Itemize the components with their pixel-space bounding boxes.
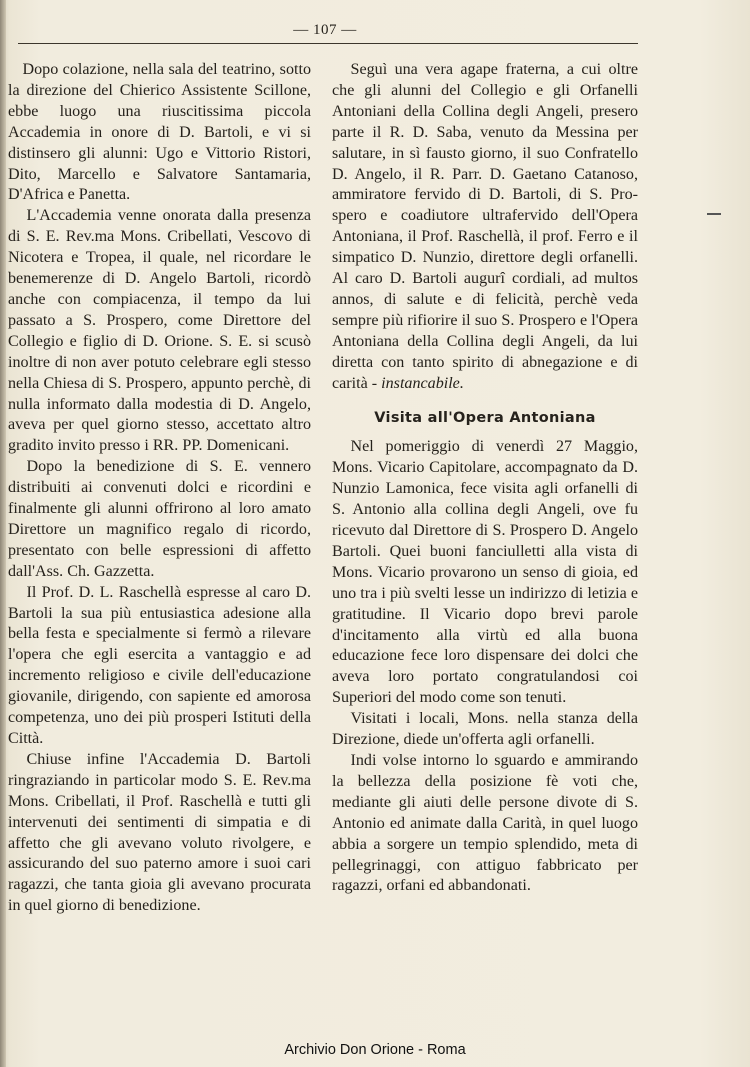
margin-mark	[707, 213, 721, 215]
paragraph: Nel pomeriggio di venerdì 27 Maggio, Mons. Vicario Capitolare, accompagnato da D. Nunzio Lamonica, fece visita agli orfanelli di S. Antonio alla collina degli Angeli, ove fu ricevuto dal Direttore di S. Prospero D. Angelo Bartoli. Quei buoni fanciulletti alla vista di Mons. Vicario provarono un senso di gioia, ed uno tra i più svelti lesse un indirizzo di letizia e gratitudine. Il Vicario dopo brevi parole d'incitamento alla virtù ed alla buona educazione fece loro dispensare dei dolci che aveva loro portato congratulandosi coi Superiori del modo come son tenuti.	[332, 438, 638, 707]
paragraph: Indi volse intorno lo sguardo e ammirando la bellezza della posizione fè voti che, mediante gli aiuti delle persone divote di S. Antonio ed animate dalla Carità, in quel luogo abbia a sorgere un tempio splendido, meta di pellegrinaggi, con attiguo fabbricato per ragazzi, orfani ed abbandonati.	[332, 752, 638, 895]
page-number: — 107 —	[293, 22, 357, 38]
paragraph	[332, 60, 638, 395]
paragraph: Chiuse infine l'Accademia D. Bartoli ringraziando in particolar modo S. E. Rev.ma Mons. Cribellati, il Prof. Raschellà e tutti gli intervenuti dei sentimenti di simpatia e di affetto che gli avevano voluto rivolgere, e assicurando del suo paterno amore i suoi cari ragazzi, che tanta gioia gli avevano procurata in quel giorno di benedizione.	[8, 750, 311, 915]
paragraph-text: Seguì una vera agape fraterna, a cui oltre che gli alunni del Collegio e gli Orfanelli Antoniani della Collina degli Angeli, presero parte il R. D. Saba, venuto da Messina per salutare, in sì fausto giorno, il suo Confratello D. Angelo, il R. Parr. D. Gaetano Catanoso, ammiratore fervido di D. Bartoli, di S. Prospero e coadiutore ultrafervido dell'Opera Antoniana, il Prof. Raschellà, il prof. Ferro e il simpatico D. Nunzio, direttore degli orfanelli. Al caro D. Bartoli augurî cordiali, ad multos annos, di salute e di felicità, perchè veda sempre più rifiorire il suo S. Prospero e l'Opera Antoniana della Collina degli Angeli, da lui diretta con tanto spirito di abnegazione e di carità -	[332, 61, 638, 392]
header-rule	[18, 43, 638, 44]
paragraph: Dopo colazione, nella sala del teatrino, sotto la direzione del Chierico Assistente Scillone, ebbe luogo una riuscitissima piccola Accademia in onore di D. Bartoli, e vi si distinsero gli alunni: Ugo e Vittorio Ristori, Dito, Marcello e Salvatore Santamaria, D'Africa e Panetta.	[8, 61, 311, 204]
left-column	[8, 60, 311, 917]
archive-footer: Archivio Don Orione - Roma	[284, 1042, 466, 1058]
page-binding-edge	[0, 0, 6, 1067]
paragraph: Dopo la benedizione di S. E. vennero distribuiti ai convenuti dolci e ricordini e finalmente gli alunni offrirono al loro amato Direttore un magnifico regalo di ricordo, presentato con belle espressioni di affetto dall'Ass. Ch. Gazzetta.	[8, 458, 311, 580]
emphasized-word: instancabile.	[381, 374, 464, 392]
right-column	[332, 60, 638, 897]
paragraph: Il Prof. D. L. Raschellà espresse al caro D. Bartoli la sua più entusiastica adesione alla bella festa e specialmente si fermò a rilevare l'opera che egli esercita a vantaggio e ad incremento religioso e civile dell'educazione giovanile, dirigendo, con sapiente ed amorosa competenza, uno dei più prosperi Istituti della Città.	[8, 583, 311, 747]
section-heading: Visita all'Opera Antoniana	[374, 409, 596, 426]
paragraph: L'Accademia venne onorata dalla presenza di S. E. Rev.ma Mons. Cribellati, Vescovo di Nicotera e Tropea, il quale, nel ricordare le benemerenze di D. Angelo Bartoli, ricordò anche con compiacenza, il tempo da lui passato a S. Prospero, come Direttore del Collegio e figlio di D. Orione. S. E. si scusò inoltre di non aver potuto celebrare egli stesso nella Chiesa di S. Prospero, appunto perchè, di nulla informato dalla modestia di D. Angelo, aveva per quel giorno stesso, accettato altro gradito invito presso i RR. PP. Domenicani.	[8, 207, 311, 455]
paragraph: Visitati i locali, Mons. nella stanza della Direzione, diede un'offerta agli orfanelli.	[332, 710, 638, 749]
